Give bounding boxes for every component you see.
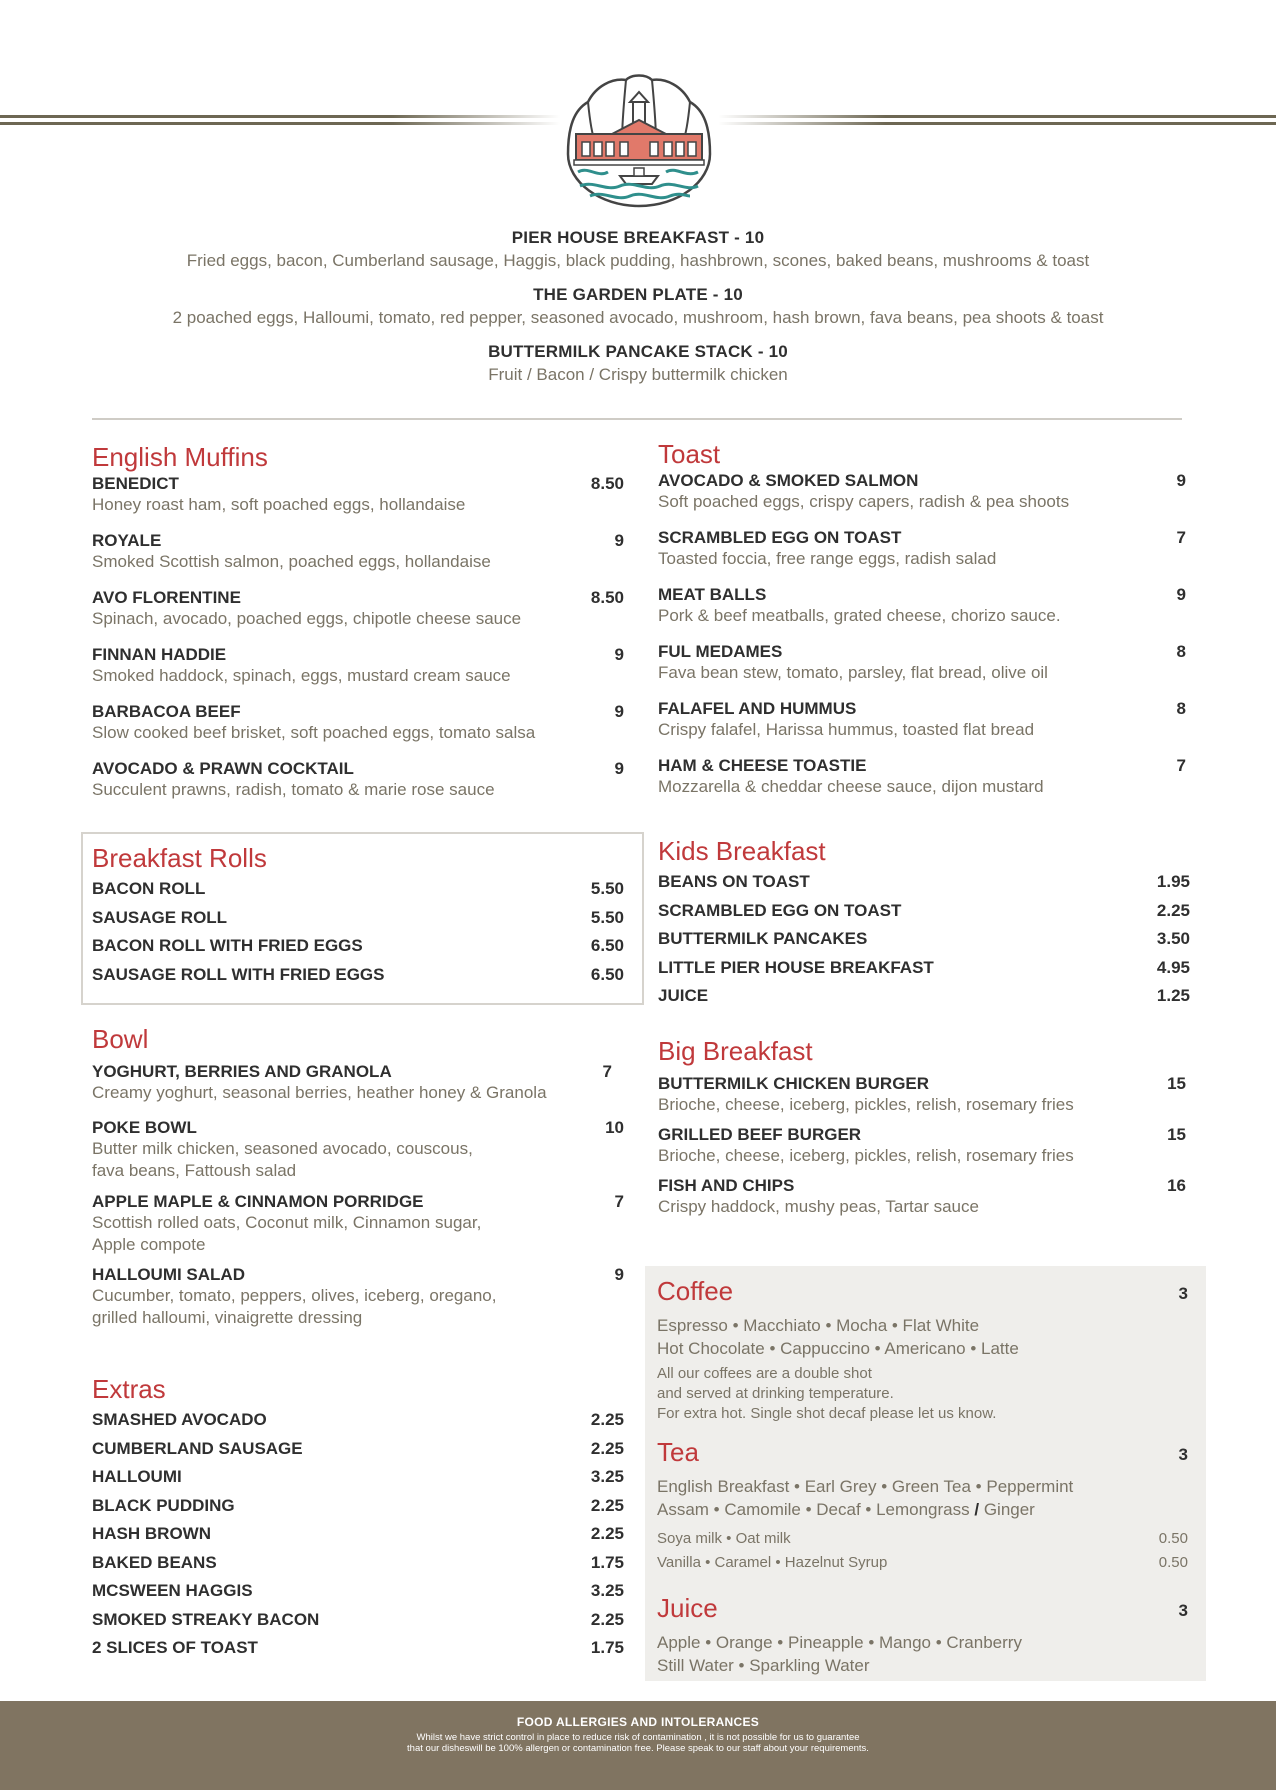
section-title: English Muffins: [92, 442, 268, 472]
coffee-list: Hot Chocolate • Cappuccino • Americano • Latte: [657, 1339, 1019, 1358]
item-price: 5.50: [590, 879, 624, 898]
item-name: BACON ROLL WITH FRIED EGGS: [92, 936, 363, 955]
section-title: Tea: [657, 1437, 699, 1467]
item-desc: Crispy falafel, Harissa hummus, toasted flat bread: [658, 720, 1035, 739]
menu-item: [92, 875, 624, 904]
featured-item-name: BUTTERMILK PANCAKE STACK - 10: [488, 342, 788, 361]
tea-list: English Breakfast • Earl Grey • Green Tea • Peppermint: [657, 1477, 1074, 1496]
menu-item: [658, 585, 1186, 642]
item-desc: Honey roast ham, soft poached eggs, hollandaise: [92, 495, 466, 514]
extra-price: 0.50: [1158, 1530, 1188, 1547]
menu-item: [92, 904, 624, 933]
tea-extra: [657, 1527, 1188, 1551]
item-price: 3.50: [1156, 929, 1190, 948]
menu-item: [658, 954, 1190, 983]
item-price: 3: [1178, 1601, 1188, 1620]
menu-item: [658, 982, 1190, 1011]
item-desc: Mozzarella & cheddar cheese sauce, dijon mustard: [658, 777, 1044, 796]
section-big-breakfast: [658, 1036, 1186, 1227]
tea-list-part: Ginger: [979, 1500, 1035, 1519]
menu-item: [658, 642, 1186, 699]
featured-item: [0, 342, 1276, 385]
item-desc: grilled halloumi, vinaigrette dressing: [92, 1308, 363, 1327]
allergy-footer: [0, 1701, 1276, 1790]
item-price: 7: [614, 1192, 624, 1211]
menu-item: [92, 961, 624, 990]
item-price: 2.25: [1156, 900, 1190, 920]
item-desc: Smoked Scottish salmon, poached eggs, hollandaise: [92, 552, 491, 571]
tea-list: [657, 1498, 1188, 1521]
item-name: FUL MEDAMES: [658, 642, 783, 661]
item-name: MEAT BALLS: [658, 585, 767, 604]
item-name: MCSWEEN HAGGIS: [92, 1581, 253, 1600]
item-price: 6.50: [590, 964, 624, 984]
extra-name: Vanilla • Caramel • Hazelnut Syrup: [657, 1554, 888, 1571]
featured-item-desc: 2 poached eggs, Halloumi, tomato, red pepper, seasoned avocado, mushroom, hash brown, fava beans, pea shoots & toast: [172, 308, 1104, 327]
item-price: 9: [1176, 585, 1186, 604]
section-title: Coffee: [657, 1276, 734, 1306]
item-name: AVOCADO & PRAWN COCKTAIL: [92, 759, 354, 778]
item-price: 3.25: [590, 1467, 624, 1486]
footer-text: that our disheswill be 100% allergen or contamination free. Please speak to our staff about your requirements.: [407, 1743, 869, 1754]
section-tea: [657, 1437, 1188, 1575]
item-price: 7: [1176, 528, 1186, 547]
menu-item: [658, 528, 1186, 585]
menu-item: [92, 1265, 624, 1339]
featured-item: [0, 228, 1276, 271]
menu-item: [92, 759, 624, 816]
menu-item: [92, 1192, 624, 1265]
item-price: 3: [1178, 1284, 1188, 1303]
item-price: 2.25: [590, 1438, 624, 1458]
item-name: SAUSAGE ROLL: [92, 907, 228, 927]
section-juice: [657, 1593, 1188, 1677]
menu-item: [92, 1549, 624, 1578]
item-price: 16: [1167, 1176, 1186, 1195]
section-title: Toast: [658, 439, 721, 469]
tea-extra: [657, 1551, 1188, 1575]
item-desc: Succulent prawns, radish, tomato & marie rose sauce: [92, 780, 495, 799]
juice-list: Still Water • Sparkling Water: [657, 1656, 870, 1675]
item-price: 3: [1178, 1445, 1188, 1464]
item-desc: Butter milk chicken, seasoned avocado, couscous,: [92, 1139, 473, 1158]
section-extras: [92, 1374, 624, 1663]
menu-item: [92, 932, 624, 961]
item-name: FINNAN HADDIE: [92, 645, 227, 664]
item-name: BARBACOA BEEF: [92, 702, 241, 721]
item-name: BLACK PUDDING: [92, 1495, 235, 1515]
featured-item: [0, 285, 1276, 328]
section-title: Breakfast Rolls: [92, 843, 267, 873]
item-price: 2.25: [590, 1495, 624, 1515]
item-price: 6.50: [590, 936, 624, 955]
item-name: YOGHURT, BERRIES AND GRANOLA: [92, 1062, 392, 1081]
item-name: SCRAMBLED EGG ON TOAST: [658, 528, 902, 547]
item-name: AVO FLORENTINE: [92, 588, 241, 607]
item-desc: Apple compote: [92, 1235, 206, 1254]
featured-item-desc: Fruit / Bacon / Crispy buttermilk chicken: [488, 365, 788, 384]
menu-item: [92, 531, 624, 588]
footer-heading: FOOD ALLERGIES AND INTOLERANCES: [516, 1715, 760, 1729]
menu-item: [92, 1634, 624, 1663]
menu-item: [92, 1492, 624, 1521]
coffee-note: For extra hot. Single shot decaf please let us know.: [657, 1405, 997, 1422]
menu-item: [92, 474, 624, 531]
item-price: 9: [614, 531, 624, 550]
item-name: JUICE: [658, 986, 709, 1005]
item-name: BUTTERMILK PANCAKES: [658, 929, 868, 948]
menu-item: [658, 897, 1190, 926]
section-divider: [92, 418, 1182, 420]
item-name: SMASHED AVOCADO: [92, 1410, 267, 1429]
item-desc: Slow cooked beef brisket, soft poached eggs, tomato salsa: [92, 723, 536, 742]
item-price: 9: [614, 1265, 624, 1284]
section-breakfast-rolls: [92, 843, 624, 989]
item-desc: Brioche, cheese, iceberg, pickles, relish, rosemary fries: [658, 1095, 1074, 1114]
juice-header: [657, 1593, 1188, 1625]
item-name: BEANS ON TOAST: [658, 872, 810, 891]
item-desc: Pork & beef meatballs, grated cheese, chorizo sauce.: [658, 606, 1061, 625]
item-price: 2.25: [590, 1410, 624, 1429]
menu-item: [92, 1577, 624, 1606]
item-name: LITTLE PIER HOUSE BREAKFAST: [658, 957, 934, 977]
item-price: 9: [614, 702, 624, 721]
featured-item-name: THE GARDEN PLATE - 10: [533, 285, 743, 304]
item-price: 1.95: [1156, 872, 1190, 891]
item-price: 8: [1176, 642, 1186, 661]
item-name: BACON ROLL: [92, 879, 206, 898]
item-desc: Crispy haddock, mushy peas, Tartar sauce: [658, 1197, 979, 1216]
item-price: 1.25: [1156, 986, 1190, 1005]
item-price: 10: [605, 1118, 624, 1137]
item-price: 8.50: [590, 474, 624, 493]
item-price: 9: [614, 645, 624, 664]
item-name: SMOKED STREAKY BACON: [92, 1609, 320, 1629]
menu-item: [92, 1435, 624, 1464]
item-price: 1.75: [590, 1638, 624, 1657]
section-bowl: [92, 1024, 624, 1339]
menu-item: [92, 1463, 624, 1492]
menu-item: [658, 868, 1190, 897]
item-name: AVOCADO & SMOKED SALMON: [658, 471, 919, 490]
item-price: 7: [602, 1062, 612, 1081]
featured-item-name: PIER HOUSE BREAKFAST - 10: [511, 228, 765, 247]
menu-item: [92, 1520, 624, 1549]
section-title: Extras: [92, 1374, 166, 1404]
item-price: 3.25: [590, 1581, 624, 1600]
item-price: 4.95: [1156, 957, 1190, 977]
pier-house-logo-icon: [560, 72, 718, 212]
menu-item: [658, 471, 1186, 528]
item-desc: Scottish rolled oats, Coconut milk, Cinnamon sugar,: [92, 1213, 482, 1232]
item-price: 9: [614, 759, 624, 778]
menu-item: [658, 925, 1190, 954]
tea-list-part: Assam • Camomile • Decaf • Lemongrass: [657, 1500, 975, 1519]
menu-item: [92, 702, 624, 759]
menu-item: [92, 1118, 624, 1192]
item-name: HALLOUMI SALAD: [92, 1265, 245, 1284]
extra-name: Soya milk • Oat milk: [657, 1530, 791, 1547]
item-name: BAKED BEANS: [92, 1552, 217, 1572]
section-title: Kids Breakfast: [658, 836, 826, 866]
section-title: Bowl: [92, 1024, 149, 1054]
extra-price: 0.50: [1158, 1554, 1188, 1571]
item-name: HAM & CHEESE TOASTIE: [658, 756, 867, 775]
menu-item: [658, 699, 1186, 756]
item-price: 2.25: [590, 1609, 624, 1629]
menu-item: [92, 1062, 624, 1118]
item-price: 15: [1167, 1125, 1186, 1144]
footer-text: Whilst we have strict control in place to reduce risk of contamination , it is not possible for us to guarantee: [416, 1732, 860, 1743]
section-title: Juice: [657, 1593, 718, 1623]
section-coffee: [657, 1276, 1188, 1424]
menu-item: [658, 756, 1186, 813]
item-desc: fava beans, Fattoush salad: [92, 1161, 297, 1180]
item-price: 5.50: [590, 907, 624, 927]
item-name: 2 SLICES OF TOAST: [92, 1638, 258, 1657]
item-name: CUMBERLAND SAUSAGE: [92, 1438, 303, 1458]
item-price: 8.50: [590, 588, 624, 607]
item-name: SCRAMBLED EGG ON TOAST: [658, 900, 902, 920]
tea-header: [657, 1437, 1188, 1469]
item-desc: Toasted foccia, free range eggs, radish salad: [658, 549, 997, 568]
header-rule-right: [718, 113, 1276, 127]
juice-list: Apple • Orange • Pineapple • Mango • Cranberry: [657, 1633, 1022, 1652]
item-name: ROYALE: [92, 531, 162, 550]
menu-item: [658, 1125, 1186, 1176]
item-name: POKE BOWL: [92, 1118, 197, 1137]
item-name: HALLOUMI: [92, 1467, 182, 1486]
section-kids-breakfast: [658, 836, 1190, 1011]
item-name: GRILLED BEEF BURGER: [658, 1125, 862, 1144]
section-title: Big Breakfast: [658, 1036, 813, 1066]
tea-list-slash: /: [974, 1500, 980, 1519]
item-desc: Fava bean stew, tomato, parsley, flat bread, olive oil: [658, 663, 1048, 682]
item-price: 15: [1167, 1074, 1186, 1093]
item-name: HASH BROWN: [92, 1524, 211, 1543]
item-price: 8: [1176, 699, 1186, 718]
item-name: FISH AND CHIPS: [658, 1176, 795, 1195]
item-desc: Brioche, cheese, iceberg, pickles, relish, rosemary fries: [658, 1146, 1074, 1165]
coffee-header: [657, 1276, 1188, 1308]
item-price: 7: [1176, 756, 1186, 775]
item-desc: Smoked haddock, spinach, eggs, mustard cream sauce: [92, 666, 511, 685]
menu-item: [92, 588, 624, 645]
menu-item: [92, 1406, 624, 1435]
item-name: FALAFEL AND HUMMUS: [658, 699, 857, 718]
item-name: APPLE MAPLE & CINNAMON PORRIDGE: [92, 1192, 424, 1211]
section-english-muffins: [92, 442, 624, 816]
coffee-list: Espresso • Macchiato • Mocha • Flat White: [657, 1316, 980, 1335]
item-desc: Spinach, avocado, poached eggs, chipotle cheese sauce: [92, 609, 522, 628]
featured-item-desc: Fried eggs, bacon, Cumberland sausage, Haggis, black pudding, hashbrown, scones, baked beans, mushrooms & toast: [186, 251, 1090, 270]
item-price: 1.75: [590, 1552, 624, 1572]
menu-item: [658, 1074, 1186, 1125]
coffee-note: and served at drinking temperature.: [657, 1385, 894, 1402]
section-toast: [658, 439, 1186, 813]
item-desc: Creamy yoghurt, seasonal berries, heather honey & Granola: [92, 1083, 547, 1102]
menu-item: [92, 1606, 624, 1635]
item-name: BENEDICT: [92, 474, 179, 493]
item-desc: Cucumber, tomato, peppers, olives, iceberg, oregano,: [92, 1286, 497, 1305]
menu-item: [658, 1176, 1186, 1227]
header-rule-left: [0, 113, 560, 127]
coffee-note: All our coffees are a double shot: [657, 1365, 872, 1382]
item-price: 9: [1176, 471, 1186, 490]
item-price: 2.25: [590, 1524, 624, 1543]
menu-item: [92, 645, 624, 702]
item-desc: Soft poached eggs, crispy capers, radish & pea shoots: [658, 492, 1070, 511]
item-name: BUTTERMILK CHICKEN BURGER: [658, 1074, 930, 1093]
item-name: SAUSAGE ROLL WITH FRIED EGGS: [92, 964, 385, 984]
